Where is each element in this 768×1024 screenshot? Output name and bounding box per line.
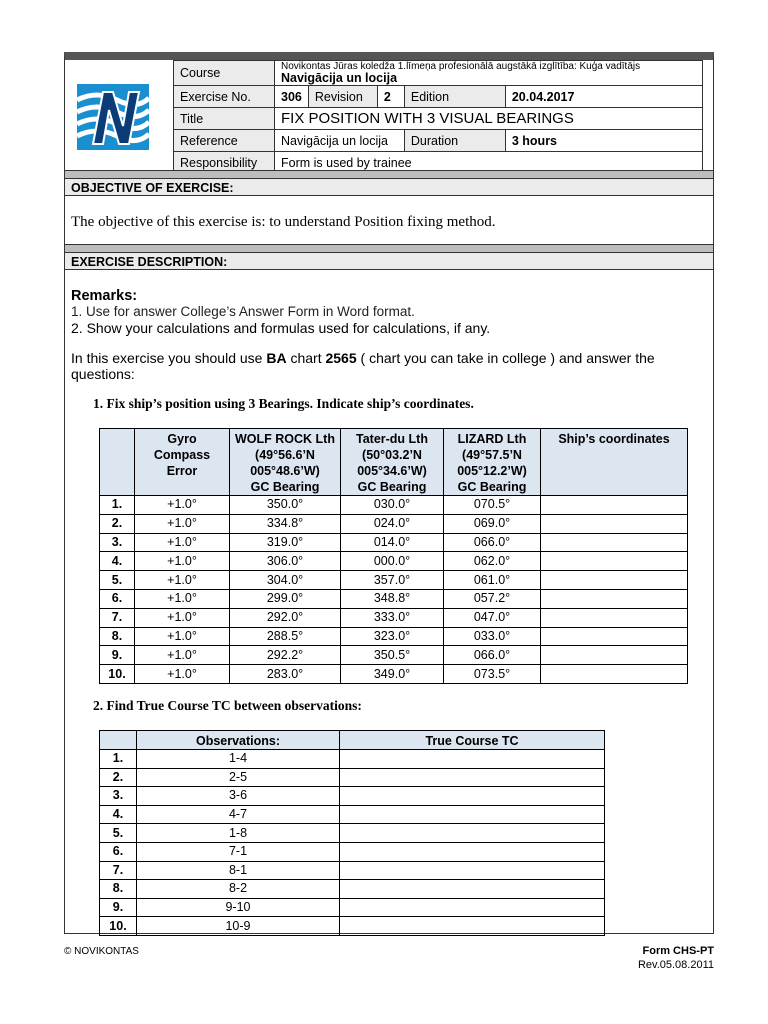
edition-value: 20.04.2017 (505, 86, 702, 108)
description-heading: EXERCISE DESCRIPTION: (65, 252, 713, 270)
responsibility-label: Responsibility (174, 152, 275, 174)
remark-2: 2. Show your calculations and formulas used for calculations, if any. (71, 320, 491, 336)
bearings-cell: 000.0° (341, 552, 444, 571)
bearings-cell: 348.8° (341, 589, 444, 608)
footer-form-code: Form CHS-PT (642, 945, 714, 957)
course-cell: 3-6 (137, 787, 340, 806)
table-row (100, 571, 688, 590)
bearings-cell: 7. (100, 608, 135, 627)
table-row (100, 533, 688, 552)
bearings-cell: +1.0° (135, 552, 230, 571)
bearings-cell (541, 627, 688, 646)
bearings-cell: 306.0° (230, 552, 341, 571)
bearings-cell: +1.0° (135, 571, 230, 590)
bearings-cell: 333.0° (341, 608, 444, 627)
bearings-header-cell (100, 429, 135, 496)
bearings-cell: 349.0° (341, 665, 444, 684)
bearings-cell: 024.0° (341, 514, 444, 533)
course-cell: 2-5 (137, 768, 340, 787)
bearings-cell: 304.0° (230, 571, 341, 590)
bearings-cell: 070.5° (444, 496, 541, 515)
bearings-cell: 069.0° (444, 514, 541, 533)
course-cell: 5. (100, 824, 137, 843)
course-header-cell: True Course TC (340, 731, 605, 750)
course-name: Navigācija un locija (281, 71, 398, 85)
bearings-cell: 057.2° (444, 589, 541, 608)
bearings-cell: 350.0° (230, 496, 341, 515)
course-cell: 2. (100, 768, 137, 787)
bearings-cell (541, 496, 688, 515)
bearings-cell: 323.0° (341, 627, 444, 646)
exercise-no-value: 306 (275, 86, 309, 108)
intro-ba: BA (266, 350, 287, 366)
bearings-cell: 350.5° (341, 646, 444, 665)
course-cell (340, 898, 605, 917)
bearings-cell (541, 552, 688, 571)
footer-form-info (638, 944, 714, 972)
bearings-cell: 5. (100, 571, 135, 590)
bearings-cell (541, 514, 688, 533)
bearings-cell: 066.0° (444, 646, 541, 665)
bearings-cell: 10. (100, 665, 135, 684)
table-row (100, 880, 605, 899)
course-cell (340, 917, 605, 936)
form-page (64, 52, 714, 934)
table-row (100, 552, 688, 571)
course-cell: 10-9 (137, 917, 340, 936)
duration-value: 3 hours (505, 130, 702, 152)
footer-copyright: © NOVIKONTAS (64, 946, 139, 957)
bearings-header-cell: Gyro Compass Error (135, 429, 230, 496)
exercise-no-label: Exercise No. (174, 86, 275, 108)
bearings-cell: +1.0° (135, 514, 230, 533)
intro-text: ( chart you can take in college ) and answer the questions: (71, 350, 655, 382)
table-row (100, 824, 605, 843)
revision-label: Revision (308, 86, 377, 108)
footer-revision: Rev.05.08.2011 (637, 959, 714, 971)
bearings-header-cell: Ship’s coordinates (541, 429, 688, 496)
bearings-table (99, 428, 688, 684)
remarks-block (71, 288, 701, 336)
table-row (100, 665, 688, 684)
bearings-cell: 292.0° (230, 608, 341, 627)
header-table (173, 60, 703, 174)
table-row (100, 589, 688, 608)
bearings-cell: +1.0° (135, 646, 230, 665)
bearings-header-cell: LIZARD Lth (49°57.5’N 005°12.2’W) GC Bearing (444, 429, 541, 496)
bearings-header-cell: WOLF ROCK Lth (49°56.6’N 005°48.6’W) GC Bearing (230, 429, 341, 496)
table-row (100, 646, 688, 665)
course-cell (340, 842, 605, 861)
bearings-cell: +1.0° (135, 533, 230, 552)
intro-chart-number: 2565 (325, 350, 357, 366)
bearings-cell: 073.5° (444, 665, 541, 684)
remarks-title: Remarks: (71, 288, 138, 304)
bearings-cell (541, 533, 688, 552)
bearings-cell: 061.0° (444, 571, 541, 590)
course-institution: Novikontas Jūras koledža 1.līmeņa profesionālā augstākā izglītība: Kuģa vadītājs (281, 61, 641, 72)
bearings-cell: 319.0° (230, 533, 341, 552)
table-row (100, 496, 688, 515)
duration-label: Duration (404, 130, 505, 152)
bearings-cell (541, 589, 688, 608)
bearings-cell: 357.0° (341, 571, 444, 590)
bearings-cell: +1.0° (135, 608, 230, 627)
bearings-cell: 334.8° (230, 514, 341, 533)
table-row (100, 842, 605, 861)
course-cell: 7-1 (137, 842, 340, 861)
course-cell: 1-4 (137, 750, 340, 769)
bearings-cell (541, 571, 688, 590)
bearings-cell: 3. (100, 533, 135, 552)
bearings-cell: 8. (100, 627, 135, 646)
bearings-cell: 066.0° (444, 533, 541, 552)
table-row (100, 627, 688, 646)
table-row (100, 805, 605, 824)
course-cell: 4-7 (137, 805, 340, 824)
table-row (100, 898, 605, 917)
course-cell: 9-10 (137, 898, 340, 917)
table-row (100, 861, 605, 880)
course-value (275, 61, 703, 86)
table-row (100, 768, 605, 787)
course-cell: 3. (100, 787, 137, 806)
course-cell (340, 768, 605, 787)
objective-text: The objective of this exercise is: to understand Position fixing method. (71, 214, 496, 230)
course-cell (340, 880, 605, 899)
reference-label: Reference (174, 130, 275, 152)
bearings-cell: 299.0° (230, 589, 341, 608)
bearings-cell: 9. (100, 646, 135, 665)
bearings-cell (541, 608, 688, 627)
reference-value: Navigācija un locija (275, 130, 405, 152)
novikontas-logo-icon (73, 78, 153, 158)
course-cell (340, 824, 605, 843)
bearings-cell: 062.0° (444, 552, 541, 571)
course-cell (340, 805, 605, 824)
bearings-cell: 033.0° (444, 627, 541, 646)
course-cell (340, 750, 605, 769)
course-cell: 8-2 (137, 880, 340, 899)
bearings-cell: 1. (100, 496, 135, 515)
bearings-cell (541, 665, 688, 684)
table-row (100, 787, 605, 806)
remark-1: 1. Use for answer College’s Answer Form in Word format. (71, 304, 415, 319)
bearings-cell: 2. (100, 514, 135, 533)
course-cell: 1. (100, 750, 137, 769)
course-cell: 9. (100, 898, 137, 917)
course-cell: 10. (100, 917, 137, 936)
objective-heading: OBJECTIVE OF EXERCISE: (65, 178, 713, 196)
exercise-title: FIX POSITION WITH 3 VISUAL BEARINGS (275, 108, 703, 130)
course-cell: 4. (100, 805, 137, 824)
bearings-cell: +1.0° (135, 665, 230, 684)
bearings-header-cell: Tater-du Lth (50°03.2’N 005°34.6’W) GC Bearing (341, 429, 444, 496)
course-cell: 8. (100, 880, 137, 899)
bearings-cell: 292.2° (230, 646, 341, 665)
course-cell (340, 861, 605, 880)
revision-value: 2 (377, 86, 404, 108)
question-1: 1. Fix ship’s position using 3 Bearings. Indicate ship’s coordinates. (93, 396, 474, 411)
table-row (100, 514, 688, 533)
true-course-table (99, 730, 605, 936)
course-cell (340, 787, 605, 806)
course-cell: 7. (100, 861, 137, 880)
form-header (65, 60, 713, 174)
bearings-cell: 047.0° (444, 608, 541, 627)
responsibility-value: Form is used by trainee (275, 152, 703, 174)
bearings-cell: 283.0° (230, 665, 341, 684)
intro-text: chart (286, 350, 326, 366)
bearings-cell (541, 646, 688, 665)
bearings-cell: 014.0° (341, 533, 444, 552)
bearings-cell: 030.0° (341, 496, 444, 515)
intro-text: In this exercise you should use (71, 350, 267, 366)
course-header-cell: Observations: (137, 731, 340, 750)
bearings-cell: +1.0° (135, 589, 230, 608)
bearings-cell: 6. (100, 589, 135, 608)
bearings-cell: +1.0° (135, 496, 230, 515)
bearings-cell: 4. (100, 552, 135, 571)
course-cell: 8-1 (137, 861, 340, 880)
course-label: Course (174, 61, 275, 86)
table-row (100, 608, 688, 627)
bearings-cell: 288.5° (230, 627, 341, 646)
exercise-intro (71, 350, 701, 382)
table-row (100, 917, 605, 936)
course-cell: 6. (100, 842, 137, 861)
title-label: Title (174, 108, 275, 130)
course-cell: 1-8 (137, 824, 340, 843)
question-2: 2. Find True Course TC between observations: (93, 698, 362, 713)
course-header-cell (100, 731, 137, 750)
table-row (100, 750, 605, 769)
edition-label: Edition (404, 86, 505, 108)
bearings-cell: +1.0° (135, 627, 230, 646)
